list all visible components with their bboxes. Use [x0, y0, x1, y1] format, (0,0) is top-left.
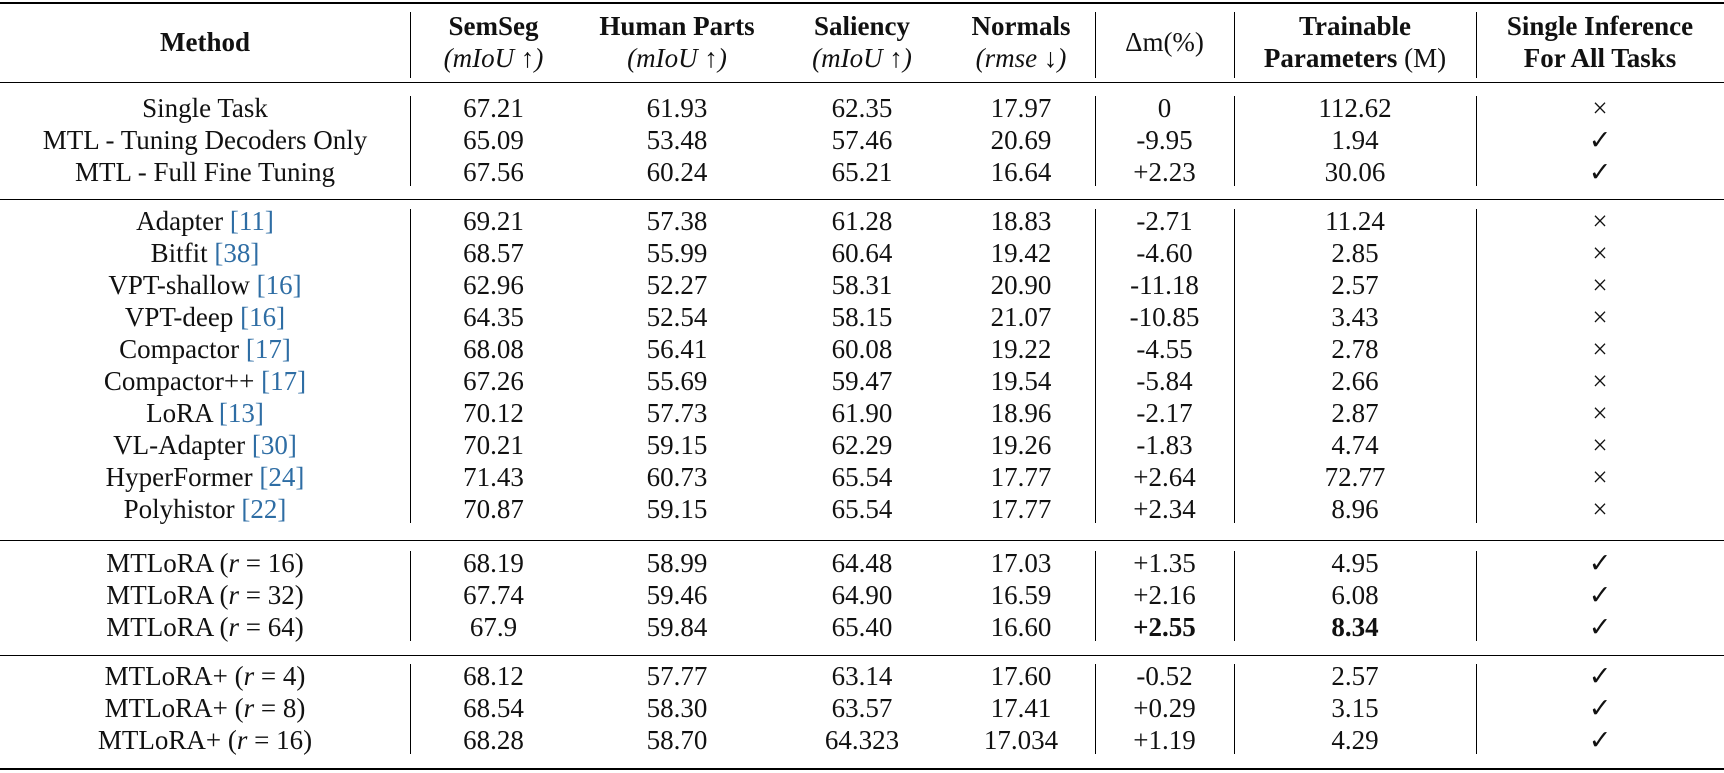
header-method: [0, 26, 410, 58]
cell-normals: 17.03: [990, 548, 1052, 578]
cell-saliency: 61.90: [831, 398, 893, 428]
cell-single: ✓: [1588, 125, 1612, 155]
cell-human-parts: 56.41: [646, 334, 708, 364]
cell-semseg: 64.35: [463, 302, 524, 332]
header-semseg-metric: (mIoU ↑): [443, 43, 544, 73]
cell-params: 2.57: [1331, 270, 1379, 300]
cell-method: MTLoRA (r = 32): [106, 580, 304, 610]
cell-normals: 16.64: [990, 157, 1052, 187]
cell-delta: +2.23: [1133, 157, 1196, 187]
top-rule: [0, 2, 1724, 4]
citation-link[interactable]: [22]: [241, 494, 287, 524]
citation-link[interactable]: [38]: [214, 238, 260, 268]
cell-single: ×: [1592, 494, 1608, 524]
cell-semseg: 70.12: [463, 398, 524, 428]
cell-semseg: 68.28: [463, 725, 524, 755]
cell-normals: 20.69: [990, 125, 1052, 155]
header-single-line2: For All Tasks: [1523, 43, 1677, 73]
cell-params: 4.74: [1331, 430, 1379, 460]
citation-link[interactable]: [24]: [259, 462, 305, 492]
cell-human-parts: 60.73: [646, 462, 708, 492]
cell-saliency: 65.54: [831, 462, 893, 492]
cell-single: ×: [1592, 270, 1608, 300]
cell-semseg: 67.26: [463, 366, 524, 396]
cell-params: 2.87: [1331, 398, 1379, 428]
cell-delta: +2.55: [1133, 612, 1196, 642]
header-normals-name: Normals: [971, 11, 1071, 41]
cell-single: ✓: [1588, 612, 1612, 642]
cell-params: 3.43: [1331, 302, 1379, 332]
cell-single: ✓: [1588, 725, 1612, 755]
header-delta: [1095, 26, 1234, 58]
citation-link[interactable]: [16]: [240, 302, 286, 332]
cell-semseg: 67.74: [463, 580, 524, 610]
cell-params: 30.06: [1324, 157, 1386, 187]
cell-delta: +2.34: [1133, 494, 1196, 524]
cell-method: Adapter [11]: [136, 206, 274, 236]
header-saliency-metric: (mIoU ↑): [812, 43, 912, 73]
cell-single: ✓: [1588, 693, 1612, 723]
cell-normals: 17.41: [990, 693, 1052, 723]
cell-normals: 17.77: [990, 494, 1052, 524]
cell-normals: 17.60: [990, 661, 1052, 691]
cell-saliency: 57.46: [831, 125, 893, 155]
cell-normals: 18.96: [990, 398, 1052, 428]
cell-method: VL-Adapter [30]: [113, 430, 297, 460]
cell-single: ×: [1592, 93, 1608, 123]
cell-params: 2.78: [1331, 334, 1379, 364]
cell-saliency: 62.35: [831, 93, 893, 123]
citation-link[interactable]: [30]: [251, 430, 297, 460]
cell-saliency: 58.31: [831, 270, 893, 300]
cell-saliency: 61.28: [831, 206, 893, 236]
cell-method: LoRA [13]: [146, 398, 264, 428]
col-separator: [1095, 12, 1096, 78]
cell-single: ×: [1592, 398, 1608, 428]
cell-params: 112.62: [1318, 93, 1392, 123]
cell-human-parts: 60.24: [646, 157, 708, 187]
cell-method: MTLoRA+ (r = 16): [97, 725, 313, 755]
header-saliency-name: Saliency: [813, 11, 910, 41]
cell-single: ×: [1592, 334, 1608, 364]
cell-params: 8.96: [1331, 494, 1379, 524]
header-semseg-name: SemSeg: [448, 11, 539, 41]
cell-human-parts: 55.69: [646, 366, 708, 396]
cell-delta: +2.64: [1133, 462, 1196, 492]
cell-semseg: 70.87: [463, 494, 524, 524]
cell-delta: -1.83: [1136, 430, 1193, 460]
citation-link[interactable]: [11]: [229, 206, 274, 236]
group-rule-2: [0, 540, 1724, 541]
cell-params: 6.08: [1331, 580, 1379, 610]
cell-normals: 17.97: [990, 93, 1052, 123]
cell-params: 8.34: [1331, 612, 1379, 642]
cell-semseg: 68.54: [463, 693, 524, 723]
cell-human-parts: 61.93: [646, 93, 708, 123]
cell-method: VPT-shallow [16]: [108, 270, 302, 300]
cell-saliency: 65.40: [831, 612, 893, 642]
cell-single: ×: [1592, 206, 1608, 236]
cell-saliency: 63.14: [831, 661, 893, 691]
cell-params: 11.24: [1325, 206, 1385, 236]
cell-human-parts: 59.46: [646, 580, 708, 610]
cell-semseg: 71.43: [463, 462, 524, 492]
cell-human-parts: 58.30: [646, 693, 708, 723]
cell-delta: -4.55: [1136, 334, 1193, 364]
cell-semseg: 67.9: [469, 612, 518, 642]
citation-link[interactable]: [17]: [245, 334, 291, 364]
cell-normals: 19.22: [990, 334, 1052, 364]
cell-delta: -11.18: [1130, 270, 1199, 300]
cell-delta: +1.19: [1133, 725, 1196, 755]
cell-normals: 18.83: [990, 206, 1052, 236]
header-saliency: [777, 10, 947, 74]
cell-human-parts: 57.38: [646, 206, 708, 236]
header-normals: [947, 10, 1095, 74]
cell-method: HyperFormer [24]: [105, 462, 305, 492]
citation-link[interactable]: [16]: [256, 270, 302, 300]
cell-delta: -2.71: [1136, 206, 1193, 236]
cell-saliency: 60.64: [831, 238, 893, 268]
cell-single: ✓: [1588, 661, 1612, 691]
cell-single: ✓: [1588, 157, 1612, 187]
col-separator: [410, 12, 411, 78]
header-human-parts-metric: (mIoU ↑): [627, 43, 727, 73]
cell-human-parts: 52.27: [646, 270, 708, 300]
cell-normals: 16.59: [990, 580, 1052, 610]
cell-human-parts: 59.15: [646, 494, 708, 524]
cell-delta: 0: [1157, 93, 1172, 123]
cell-saliency: 58.15: [831, 302, 893, 332]
cell-normals: 21.07: [990, 302, 1052, 332]
cell-semseg: 70.21: [463, 430, 524, 460]
cell-semseg: 62.96: [463, 270, 524, 300]
cell-saliency: 63.57: [831, 693, 893, 723]
cell-human-parts: 59.84: [646, 612, 708, 642]
cell-method: MTL - Full Fine Tuning: [74, 157, 336, 187]
cell-method: Polyhistor [22]: [123, 494, 287, 524]
citation-link[interactable]: [13]: [218, 398, 264, 428]
header-method-label: Method: [160, 27, 250, 57]
cell-single: ×: [1592, 430, 1608, 460]
header-human-parts-name: Human Parts: [599, 11, 755, 41]
header-delta-label: Δm(%): [1125, 27, 1204, 57]
cell-human-parts: 55.99: [646, 238, 708, 268]
cell-method: Compactor [17]: [119, 334, 291, 364]
cell-saliency: 62.29: [831, 430, 893, 460]
cell-human-parts: 52.54: [646, 302, 708, 332]
cell-normals: 19.26: [990, 430, 1052, 460]
cell-semseg: 69.21: [463, 206, 524, 236]
cell-method: MTL - Tuning Decoders Only: [42, 125, 368, 155]
group-rule-1: [0, 199, 1724, 200]
cell-params: 72.77: [1324, 462, 1386, 492]
cell-semseg: 68.12: [463, 661, 524, 691]
cell-human-parts: 57.77: [646, 661, 708, 691]
cell-semseg: 68.57: [463, 238, 524, 268]
cell-normals: 16.60: [990, 612, 1052, 642]
cell-normals: 19.54: [990, 366, 1052, 396]
citation-link[interactable]: [17]: [261, 366, 307, 396]
cell-delta: -2.17: [1136, 398, 1193, 428]
cell-delta: +2.16: [1133, 580, 1196, 610]
cell-single: ✓: [1588, 548, 1612, 578]
cell-single: ×: [1592, 238, 1608, 268]
cell-params: 1.94: [1331, 125, 1379, 155]
cell-method: Compactor++ [17]: [103, 366, 307, 396]
cell-saliency: 64.90: [831, 580, 893, 610]
header-semseg: [410, 10, 577, 74]
cell-method: MTLoRA+ (r = 8): [104, 693, 306, 723]
cell-single: ×: [1592, 366, 1608, 396]
cell-semseg: 67.21: [463, 93, 524, 123]
cell-human-parts: 58.99: [646, 548, 708, 578]
cell-delta: -10.85: [1129, 302, 1200, 332]
cell-saliency: 64.323: [824, 725, 900, 755]
cell-params: 2.85: [1331, 238, 1379, 268]
cell-semseg: 65.09: [463, 125, 524, 155]
cell-delta: -9.95: [1136, 125, 1193, 155]
cell-single: ×: [1592, 462, 1608, 492]
header-rule: [0, 82, 1724, 83]
col-separator: [1234, 12, 1235, 78]
header-single-line1: Single Inference: [1506, 11, 1694, 41]
cell-params: 4.95: [1331, 548, 1379, 578]
header-single-inference: [1476, 10, 1724, 74]
cell-method: MTLoRA+ (r = 4): [104, 661, 306, 691]
cell-human-parts: 59.15: [646, 430, 708, 460]
cell-normals: 20.90: [990, 270, 1052, 300]
cell-params: 4.29: [1331, 725, 1379, 755]
cell-saliency: 65.21: [831, 157, 893, 187]
header-normals-metric: (rmse ↓): [975, 43, 1067, 73]
cell-saliency: 60.08: [831, 334, 893, 364]
header-trainable: [1234, 10, 1476, 74]
group-rule-3: [0, 655, 1724, 656]
cell-normals: 19.42: [990, 238, 1052, 268]
cell-params: 2.57: [1331, 661, 1379, 691]
header-trainable-line1: Trainable: [1298, 11, 1411, 41]
cell-human-parts: 57.73: [646, 398, 708, 428]
cell-single: ✓: [1588, 580, 1612, 610]
cell-human-parts: 58.70: [646, 725, 708, 755]
cell-human-parts: 53.48: [646, 125, 708, 155]
cell-normals: 17.77: [990, 462, 1052, 492]
cell-delta: -4.60: [1136, 238, 1193, 268]
cell-delta: +0.29: [1133, 693, 1196, 723]
cell-method: MTLoRA (r = 16): [106, 548, 304, 578]
cell-params: 3.15: [1331, 693, 1379, 723]
cell-delta: -0.52: [1136, 661, 1193, 691]
cell-method: VPT-deep [16]: [124, 302, 286, 332]
cell-params: 2.66: [1331, 366, 1379, 396]
header-human-parts: [577, 10, 777, 74]
col-separator: [1476, 12, 1477, 78]
cell-saliency: 65.54: [831, 494, 893, 524]
cell-delta: +1.35: [1133, 548, 1196, 578]
cell-semseg: 67.56: [463, 157, 524, 187]
cell-method: MTLoRA (r = 64): [106, 612, 304, 642]
header-trainable-unit: (M): [1397, 43, 1447, 73]
cell-delta: -5.84: [1136, 366, 1193, 396]
cell-method: Single Task: [142, 93, 268, 123]
cell-semseg: 68.08: [463, 334, 524, 364]
cell-method: Bitfit [38]: [150, 238, 260, 268]
cell-saliency: 64.48: [831, 548, 893, 578]
cell-single: ×: [1592, 302, 1608, 332]
cell-semseg: 68.19: [463, 548, 524, 578]
cell-saliency: 59.47: [831, 366, 893, 396]
header-trainable-line2: Parameters: [1263, 43, 1398, 73]
cell-normals: 17.034: [983, 725, 1059, 755]
bottom-rule: [0, 768, 1724, 770]
